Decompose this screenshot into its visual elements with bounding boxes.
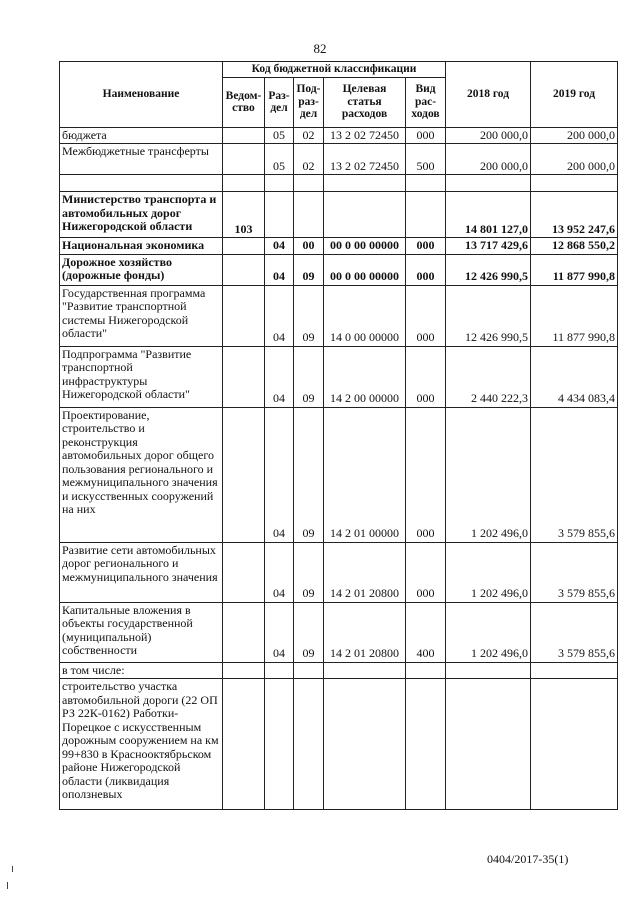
row-name: Национальная экономика [60, 238, 223, 255]
row-vid-raskhodov: 000 [406, 346, 446, 407]
header-year-2019: 2019 год [531, 62, 618, 128]
table-row [60, 175, 618, 192]
row-tselevaya-statya: 14 2 01 00000 [324, 407, 406, 542]
header-podrazdel: Под-раз-дел [294, 77, 324, 127]
row-amount-2019: 200 000,0 [531, 127, 618, 144]
row-amount-2018: 1 202 496,0 [446, 407, 531, 542]
row-name: в том числе: [60, 662, 223, 679]
table-row [60, 285, 618, 346]
row-vid-raskhodov: 000 [406, 127, 446, 144]
row-tselevaya-statya [324, 662, 406, 679]
row-vedomstvo [223, 144, 265, 175]
header-name: Наименование [60, 62, 223, 128]
table-row [60, 127, 618, 144]
row-amount-2019: 11 877 990,8 [531, 285, 618, 346]
row-amount-2018: 12 426 990,5 [446, 254, 531, 285]
row-vid-raskhodov: 000 [406, 238, 446, 255]
row-razdel [265, 175, 294, 192]
row-vedomstvo: 103 [223, 192, 265, 238]
row-amount-2018: 2 440 222,3 [446, 346, 531, 407]
row-razdel: 04 [265, 407, 294, 542]
row-tselevaya-statya: 14 2 00 00000 [324, 346, 406, 407]
row-razdel: 04 [265, 542, 294, 602]
row-vid-raskhodov: 500 [406, 144, 446, 175]
row-amount-2018 [446, 679, 531, 810]
row-razdel: 05 [265, 127, 294, 144]
row-vid-raskhodov: 000 [406, 254, 446, 285]
row-podrazdel [294, 679, 324, 810]
row-podrazdel: 09 [294, 285, 324, 346]
row-amount-2018: 14 801 127,0 [446, 192, 531, 238]
row-name [60, 175, 223, 192]
table-row [60, 144, 618, 175]
row-amount-2019: 13 952 247,6 [531, 192, 618, 238]
row-amount-2018 [446, 175, 531, 192]
budget-table [59, 61, 618, 810]
row-amount-2018: 13 717 429,6 [446, 238, 531, 255]
row-razdel: 05 [265, 144, 294, 175]
row-amount-2018: 200 000,0 [446, 127, 531, 144]
row-name: Государственная программа "Развитие транспортной системы Нижегородской области" [60, 285, 223, 346]
row-amount-2018 [446, 662, 531, 679]
row-podrazdel: 00 [294, 238, 324, 255]
row-amount-2018: 12 426 990,5 [446, 285, 531, 346]
row-podrazdel [294, 662, 324, 679]
row-vedomstvo [223, 662, 265, 679]
table-row [60, 679, 618, 810]
row-amount-2019 [531, 679, 618, 810]
row-vedomstvo [223, 346, 265, 407]
row-tselevaya-statya: 13 2 02 72450 [324, 127, 406, 144]
row-name: Министерство транспорта и автомобильных дорог Нижегородской области [60, 192, 223, 238]
row-amount-2018: 200 000,0 [446, 144, 531, 175]
row-amount-2018: 1 202 496,0 [446, 542, 531, 602]
row-vedomstvo [223, 254, 265, 285]
row-name: Проектирование, строительство и реконструкция автомобильных дорог общего пользования регионального и межмуниципального значения и искусственных сооружений на них [60, 407, 223, 542]
row-razdel: 04 [265, 238, 294, 255]
table-row [60, 542, 618, 602]
header-year-2018: 2018 год [446, 62, 531, 128]
row-vedomstvo [223, 238, 265, 255]
row-amount-2019: 4 434 083,4 [531, 346, 618, 407]
table-row [60, 662, 618, 679]
row-razdel: 04 [265, 602, 294, 662]
row-podrazdel: 09 [294, 346, 324, 407]
row-name: бюджета [60, 127, 223, 144]
margin-tick [12, 866, 13, 872]
row-amount-2019: 200 000,0 [531, 144, 618, 175]
row-vid-raskhodov: 000 [406, 285, 446, 346]
row-name: Капитальные вложения в объекты государственной (муниципальной) собственности [60, 602, 223, 662]
row-vid-raskhodov: 000 [406, 542, 446, 602]
row-tselevaya-statya: 14 0 00 00000 [324, 285, 406, 346]
row-razdel: 04 [265, 254, 294, 285]
row-tselevaya-statya: 00 0 00 00000 [324, 238, 406, 255]
row-podrazdel: 02 [294, 127, 324, 144]
row-vid-raskhodov [406, 192, 446, 238]
row-name: Подпрограмма "Развитие транспортной инфраструктуры Нижегородской области" [60, 346, 223, 407]
row-podrazdel [294, 192, 324, 238]
row-tselevaya-statya: 00 0 00 00000 [324, 254, 406, 285]
row-vedomstvo [223, 602, 265, 662]
row-name: Межбюджетные трансферты [60, 144, 223, 175]
row-tselevaya-statya: 14 2 01 20800 [324, 602, 406, 662]
row-vedomstvo [223, 407, 265, 542]
margin-tick [7, 882, 8, 889]
row-vedomstvo [223, 127, 265, 144]
table-row [60, 192, 618, 238]
row-podrazdel: 02 [294, 144, 324, 175]
row-amount-2019 [531, 175, 618, 192]
row-vid-raskhodov: 400 [406, 602, 446, 662]
row-name: Дорожное хозяйство (дорожные фонды) [60, 254, 223, 285]
table-row [60, 407, 618, 542]
table-row [60, 254, 618, 285]
row-tselevaya-statya: 14 2 01 20800 [324, 542, 406, 602]
row-amount-2019: 3 579 855,6 [531, 602, 618, 662]
row-podrazdel [294, 175, 324, 192]
row-razdel [265, 679, 294, 810]
table-row [60, 238, 618, 255]
table-row [60, 602, 618, 662]
row-amount-2019 [531, 662, 618, 679]
row-vedomstvo [223, 285, 265, 346]
row-amount-2019: 3 579 855,6 [531, 407, 618, 542]
row-tselevaya-statya: 13 2 02 72450 [324, 144, 406, 175]
row-razdel: 04 [265, 285, 294, 346]
row-razdel [265, 662, 294, 679]
row-podrazdel: 09 [294, 542, 324, 602]
table-row [60, 346, 618, 407]
row-podrazdel: 09 [294, 407, 324, 542]
row-vid-raskhodov [406, 662, 446, 679]
row-vid-raskhodov: 000 [406, 407, 446, 542]
row-tselevaya-statya [324, 679, 406, 810]
page-number: 82 [313, 41, 327, 56]
document-code: 0404/2017-35(1) [487, 852, 569, 866]
row-tselevaya-statya [324, 192, 406, 238]
row-vedomstvo [223, 175, 265, 192]
row-amount-2019: 12 868 550,2 [531, 238, 618, 255]
row-name: Развитие сети автомобильных дорог регионального и межмуниципального значения [60, 542, 223, 602]
header-vid-raskhodov: Вид рас-ходов [406, 77, 446, 127]
header-vedomstvo: Ведом-ство [223, 77, 265, 127]
row-podrazdel: 09 [294, 602, 324, 662]
header-tselevaya-statya: Целевая статья расходов [324, 77, 406, 127]
row-vid-raskhodov [406, 679, 446, 810]
row-razdel [265, 192, 294, 238]
row-amount-2019: 3 579 855,6 [531, 542, 618, 602]
row-vedomstvo [223, 542, 265, 602]
row-razdel: 04 [265, 346, 294, 407]
row-amount-2019: 11 877 990,8 [531, 254, 618, 285]
row-name: строительство участка автомобильной дороги (22 ОП РЗ 22К-0162) Работки-Порецкое с искусственным дорожным сооружением на км 99+830 в Краснооктябрьском районе Нижегородской области (ликвидация оползневых [60, 679, 223, 810]
row-vid-raskhodov [406, 175, 446, 192]
row-vedomstvo [223, 679, 265, 810]
row-podrazdel: 09 [294, 254, 324, 285]
header-classification-group: Код бюджетной классификации [223, 62, 446, 78]
header-razdel: Раз-дел [265, 77, 294, 127]
row-amount-2018: 1 202 496,0 [446, 602, 531, 662]
row-tselevaya-statya [324, 175, 406, 192]
